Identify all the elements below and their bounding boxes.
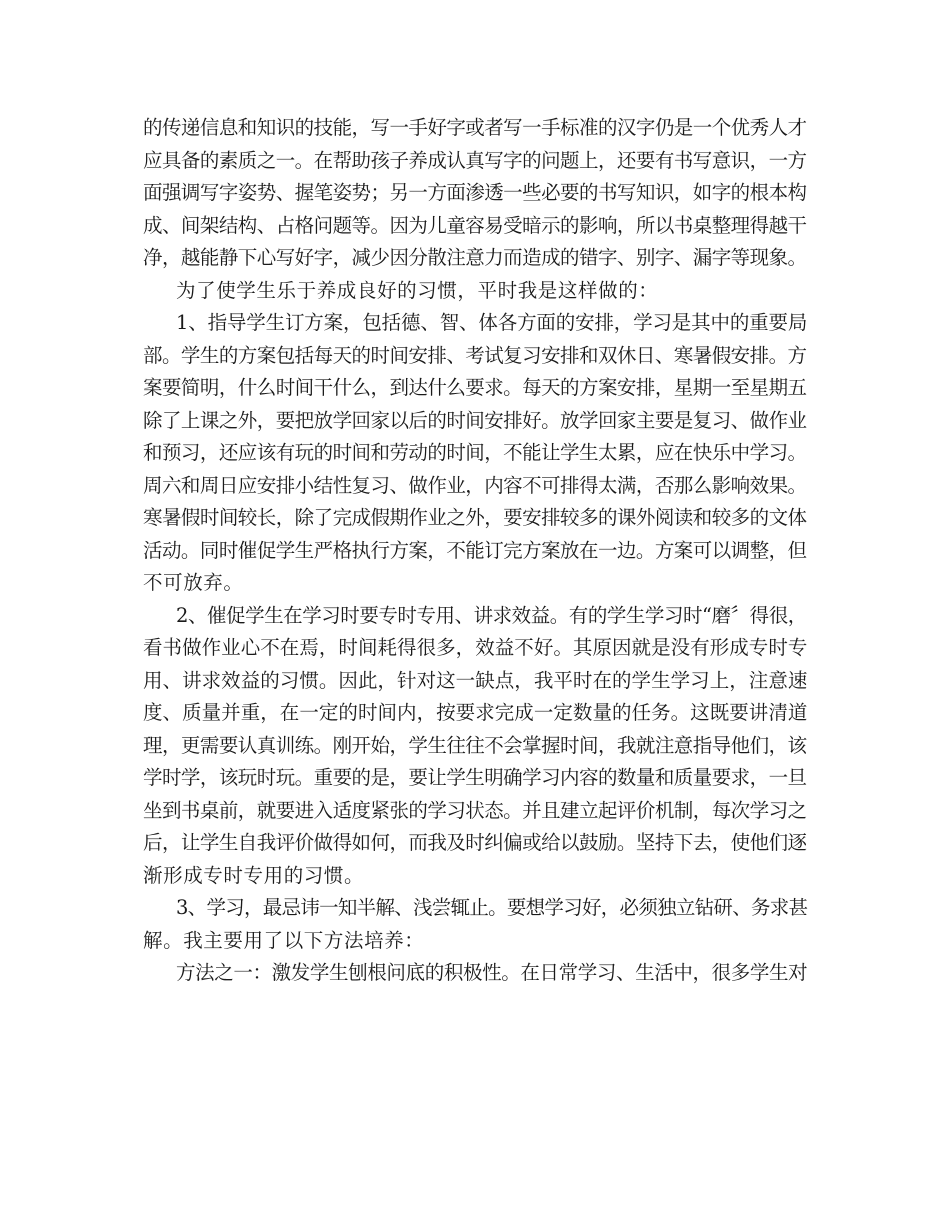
text-line: 的传递信息和知识的技能，写一手好字或者写一手标准的汉字仍是一个优秀人才 xyxy=(143,116,807,139)
text-line: 面强调写字姿势、握笔姿势；另一方面渗透一些必要的书写知识，如字的根本构 xyxy=(143,181,807,204)
text-line: 部。学生的方案包括每天的时间安排、考试复习安排和双休日、寒暑假安排。方 xyxy=(143,343,807,367)
text-line: 学时学，该玩时玩。重要的是，要让学生明确学习内容的数量和质量要求，一旦 xyxy=(143,766,807,789)
text-line: 2、催促学生在学习时要专时专用、讲求效益。有的学生学习时“磨〞得很， xyxy=(176,603,807,627)
text-line: 1、指导学生订方案，包括德、智、体各方面的安排，学习是其中的重要局 xyxy=(176,311,808,334)
text-line: 理，更需要认真训练。刚开始，学生往往不会掌握时间，我就注意指导他们，该 xyxy=(143,733,807,757)
text-line: 寒暑假时间较长，除了完成假期作业之外，要安排较多的课外阅读和较多的文体 xyxy=(143,506,807,529)
text-line: 用、讲求效益的习惯。因此，针对这一缺点，我平时在的学生学习上，注意速 xyxy=(143,668,808,692)
text-line: 解。我主要用了以下方法培养： xyxy=(143,928,425,952)
body-text xyxy=(143,112,807,990)
text-line: 方法之一：激发学生刨根问底的积极性。在日常学习、生活中，很多学生对 xyxy=(176,961,808,984)
text-line: 后，让学生自我评价做得如何，而我及时纠偏或给以鼓励。坚持下去，使他们逐 xyxy=(143,831,807,854)
text-line: 渐形成专时专用的习惯。 xyxy=(143,863,365,887)
text-line: 不可放弃。 xyxy=(143,571,244,594)
text-line: 为了使学生乐于养成良好的习惯，平时我是这样做的： xyxy=(176,278,659,302)
text-line: 案要简明，什么时间干什么，到达什么要求。每天的方案安排，星期一至星期五 xyxy=(143,376,807,399)
text-line: 除了上课之外，要把放学回家以后的时间安排好。放学回家主要是复习、做作业 xyxy=(143,408,807,432)
text-line: 活动。同时催促学生严格执行方案，不能订完方案放在一边。方案可以调整，但 xyxy=(143,538,807,562)
text-line: 看书做作业心不在焉，时间耗得很多，效益不好。其原因就是没有形成专时专 xyxy=(143,636,808,659)
text-line: 和预习，还应该有玩的时间和劳动的时间，不能让学生太累，应在快乐中学习。 xyxy=(143,441,807,464)
text-line: 坐到书桌前，就要进入适度紧张的学习状态。并且建立起评价机制，每次学习之 xyxy=(143,798,807,822)
text-line: 应具备的素质之一。在帮助孩子养成认真写字的问题上，还要有书写意识，一方 xyxy=(143,148,807,172)
text-line: 成、间架结构、占格问题等。因为儿童容易受暗示的影响，所以书桌整理得越干 xyxy=(143,213,807,237)
text-line: 净，越能静下心写好字，减少因分散注意力而造成的错字、别字、漏字等现象。 xyxy=(143,246,807,269)
text-line: 3、学习，最忌讳一知半解、浅尝辄止。要想学习好，必须独立钻研、务求甚 xyxy=(176,896,808,919)
text-line: 周六和周日应安排小结性复习、做作业，内容不可排得太满，否那么影响效果。 xyxy=(143,473,807,497)
text-line: 度、质量并重，在一定的时间内，按要求完成一定数量的任务。这既要讲清道 xyxy=(143,701,808,724)
